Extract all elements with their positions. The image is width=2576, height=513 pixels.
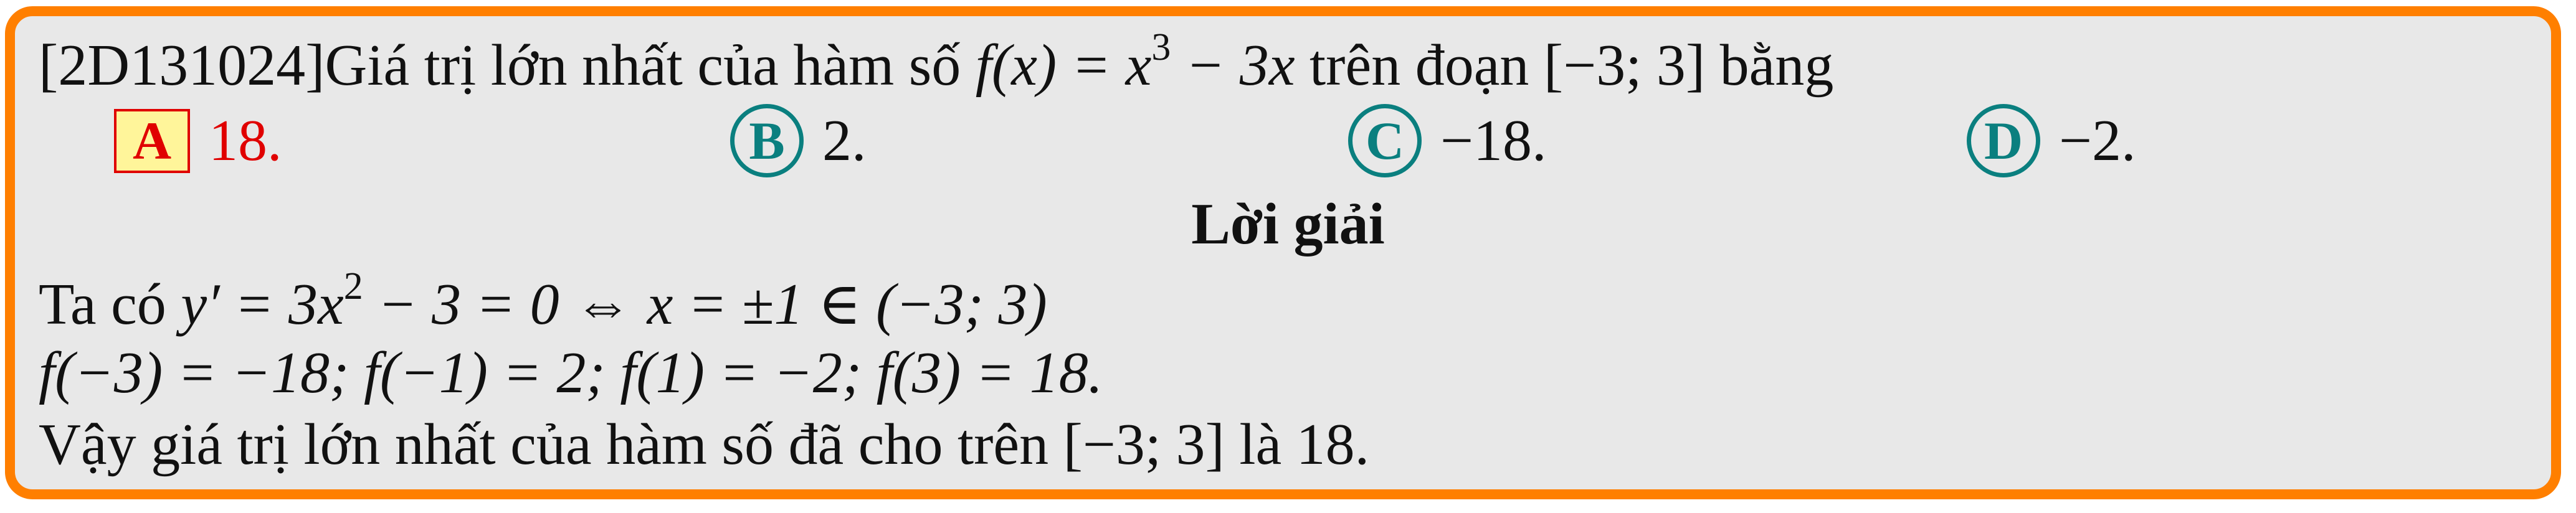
solution-line-1-prefix: Ta có xyxy=(39,272,181,337)
option-d[interactable] xyxy=(1967,103,2136,178)
option-c-badge: C xyxy=(1348,104,1422,177)
solution-line-1-exponent: 2 xyxy=(343,265,363,308)
option-a-badge: A xyxy=(114,109,190,173)
option-d-badge: D xyxy=(1967,104,2040,177)
solution-line-1-math-b: − 3 = 0 ⇔ x = ±1 ∈ (−3; 3) xyxy=(363,272,1047,337)
solution-line-3-prefix: Vậy giá trị lớn nhất của hàm số đã cho trên xyxy=(39,412,1063,477)
option-b[interactable] xyxy=(730,103,867,178)
solution-line-3-suffix: là 18. xyxy=(1224,412,1370,477)
function-rhs: − 3x xyxy=(1171,33,1295,98)
solution-line-1 xyxy=(39,265,1047,337)
stem-mid: trên đoạn xyxy=(1295,33,1544,98)
solution-line-1-math-a: y′ = 3x xyxy=(181,272,344,337)
function-lhs: f(x) = x xyxy=(975,33,1152,98)
solution-heading: Lời giải xyxy=(1191,192,1385,256)
stem-suffix: bằng xyxy=(1705,33,1834,98)
option-b-badge: B xyxy=(730,104,804,177)
question-stem xyxy=(39,26,1834,98)
stem-prefix: Giá trị lớn nhất của hàm số xyxy=(325,33,976,98)
solution-line-3-interval: [−3; 3] xyxy=(1063,412,1225,477)
interval: [−3; 3] xyxy=(1543,33,1706,98)
option-c[interactable] xyxy=(1348,103,1547,178)
option-d-text: −2. xyxy=(2059,108,2136,173)
solution-line-2: f(−3) = −18; f(−1) = 2; f(1) = −2; f(3) = 18. xyxy=(39,341,1103,405)
option-a-text: 18. xyxy=(209,108,282,173)
option-a[interactable] xyxy=(114,103,282,178)
question-id: [2D131024] xyxy=(39,33,325,98)
function-exponent: 3 xyxy=(1151,26,1171,68)
option-b-text: 2. xyxy=(822,108,867,173)
solution-line-3 xyxy=(39,412,1370,477)
option-c-text: −18. xyxy=(1440,108,1547,173)
